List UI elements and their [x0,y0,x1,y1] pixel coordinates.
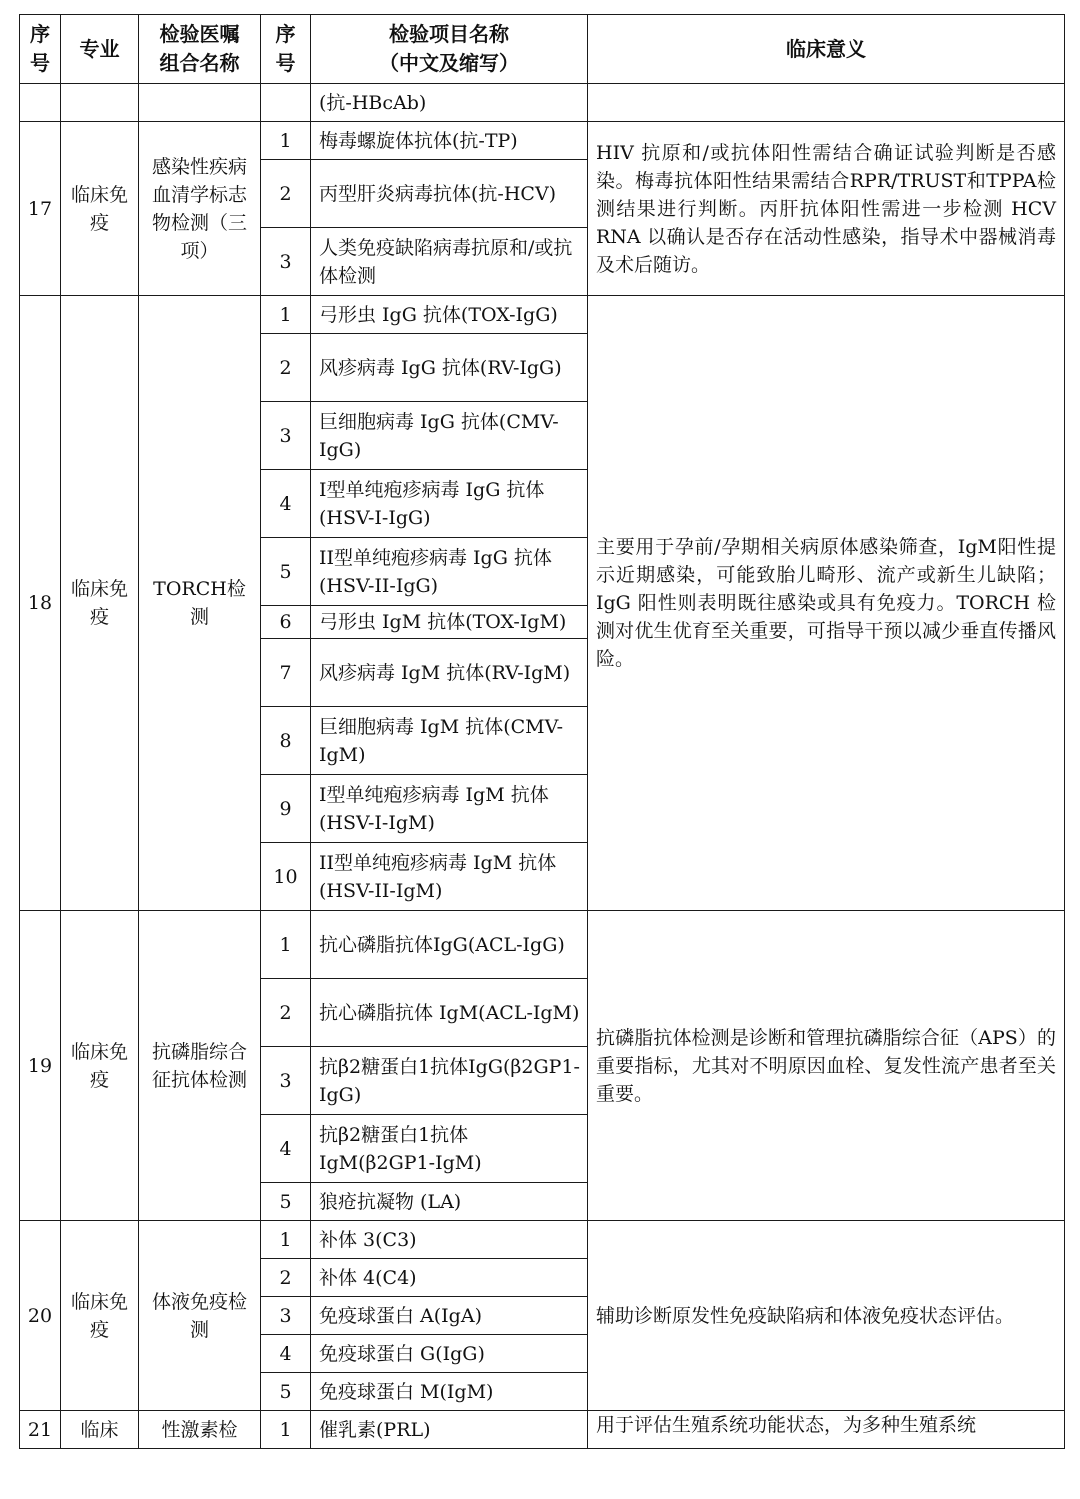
item-seq: 9 [261,775,311,843]
clinical-meaning: 主要用于孕前/孕期相关病原体感染筛查，IgM阳性提示近期感染，可能致胎儿畸形、流产或新生儿缺陷；IgG 阳性则表明既往感染或具有免疫力。TORCH 检测对优生优育至关重要，可指导干预以减少垂直传播风险。 [588,296,1065,911]
item-name: 补体 4(C4) [311,1259,588,1297]
item-name: I型单纯疱疹病毒 IgM 抗体(HSV-I-IgM) [311,775,588,843]
table-row [20,296,1065,334]
item-seq: 7 [261,639,311,707]
item-name: 梅毒螺旋体抗体(抗-TP) [311,122,588,160]
item-name: 巨细胞病毒 IgG 抗体(CMV-IgG) [311,402,588,470]
item-name: 免疫球蛋白 M(IgM) [311,1373,588,1411]
item-seq: 8 [261,707,311,775]
group-name: 体液免疫检测 [139,1221,261,1411]
item-name: I型单纯疱疹病毒 IgG 抗体(HSV-I-IgG) [311,470,588,538]
item-name: 丙型肝炎病毒抗体(抗-HCV) [311,160,588,228]
header-specialty: 专业 [61,15,139,84]
item-seq: 1 [261,911,311,979]
item-seq: 1 [261,122,311,160]
item-seq: 4 [261,1115,311,1183]
group-name: 感染性疾病血清学标志物检测（三项） [139,122,261,296]
item-seq: 2 [261,334,311,402]
table-row [20,1411,1065,1449]
item-seq: 5 [261,1183,311,1221]
item-name: 狼疮抗凝物 (LA) [311,1183,588,1221]
group-seq: 19 [20,911,61,1221]
group-specialty: 临床免疫 [61,911,139,1221]
item-seq: 5 [261,538,311,606]
item-seq: 3 [261,402,311,470]
item-seq: 3 [261,1297,311,1335]
item-name: 风疹病毒 IgM 抗体(RV-IgM) [311,639,588,707]
cell-empty [20,84,61,122]
group-seq: 21 [20,1411,61,1449]
clinical-meaning: HIV 抗原和/或抗体阳性需结合确证试验判断是否感染。梅毒抗体阳性结果需结合RPR/TRUST和TPPA检测结果进行判断。丙肝抗体阳性需进一步检测 HCV RNA 以确认是否存在活动性感染，指导术中器械消毒及术后随访。 [588,122,1065,296]
item-seq: 3 [261,1047,311,1115]
item-name: 免疫球蛋白 G(IgG) [311,1335,588,1373]
group-name: 抗磷脂综合征抗体检测 [139,911,261,1221]
table-header-row [20,15,1065,84]
item-name: 人类免疫缺陷病毒抗原和/或抗体检测 [311,228,588,296]
cell-empty [588,84,1065,122]
group-specialty: 临床免疫 [61,1221,139,1411]
clinical-meaning: 辅助诊断原发性免疫缺陷病和体液免疫状态评估。 [588,1221,1065,1411]
cell-empty [61,84,139,122]
header-group-name: 检验医嘱 组合名称 [139,15,261,84]
item-seq: 4 [261,470,311,538]
item-name: II型单纯疱疹病毒 IgG 抗体(HSV-II-IgG) [311,538,588,606]
cell-empty [139,84,261,122]
item-name: 补体 3(C3) [311,1221,588,1259]
item-name: 巨细胞病毒 IgM 抗体(CMV-IgM) [311,707,588,775]
header-clinical-meaning: 临床意义 [588,15,1065,84]
item-name: 弓形虫 IgM 抗体(TOX-IgM) [311,606,588,639]
item-seq: 1 [261,1411,311,1449]
group-seq: 17 [20,122,61,296]
item-seq: 2 [261,979,311,1047]
group-name: 性激素检 [139,1411,261,1449]
group-specialty: 临床免疫 [61,122,139,296]
lab-test-table [19,14,1065,1449]
item-seq: 10 [261,843,311,911]
item-name: 抗心磷脂抗体IgG(ACL-IgG) [311,911,588,979]
header-seq: 序 号 [20,15,61,84]
table-row [20,1221,1065,1259]
item-seq: 6 [261,606,311,639]
cell-empty [261,84,311,122]
item-seq: 1 [261,296,311,334]
group-seq: 18 [20,296,61,911]
clinical-meaning: 用于评估生殖系统功能状态，为多种生殖系统 [588,1411,1065,1449]
item-seq: 5 [261,1373,311,1411]
header-item-name: 检验项目名称 （中文及缩写） [311,15,588,84]
item-seq: 2 [261,1259,311,1297]
item-name-continued: (抗-HBcAb) [311,84,588,122]
table-row [20,911,1065,979]
header-sub-seq: 序 号 [261,15,311,84]
item-name: II型单纯疱疹病毒 IgM 抗体(HSV-II-IgM) [311,843,588,911]
item-name: 抗β2糖蛋白1抗体IgM(β2GP1-IgM) [311,1115,588,1183]
item-name: 免疫球蛋白 A(IgA) [311,1297,588,1335]
item-name: 风疹病毒 IgG 抗体(RV-IgG) [311,334,588,402]
item-seq: 2 [261,160,311,228]
item-name: 抗β2糖蛋白1抗体IgG(β2GP1-IgG) [311,1047,588,1115]
item-seq: 3 [261,228,311,296]
table-row [20,122,1065,160]
item-name: 弓形虫 IgG 抗体(TOX-IgG) [311,296,588,334]
item-seq: 1 [261,1221,311,1259]
table-body [20,84,1065,1449]
item-seq: 4 [261,1335,311,1373]
group-specialty: 临床 [61,1411,139,1449]
table-row-continued [20,84,1065,122]
group-specialty: 临床免疫 [61,296,139,911]
item-name: 催乳素(PRL) [311,1411,588,1449]
group-name: TORCH检测 [139,296,261,911]
item-name: 抗心磷脂抗体 IgM(ACL-IgM) [311,979,588,1047]
clinical-meaning: 抗磷脂抗体检测是诊断和管理抗磷脂综合征（APS）的重要指标，尤其对不明原因血栓、复发性流产患者至关重要。 [588,911,1065,1221]
group-seq: 20 [20,1221,61,1411]
